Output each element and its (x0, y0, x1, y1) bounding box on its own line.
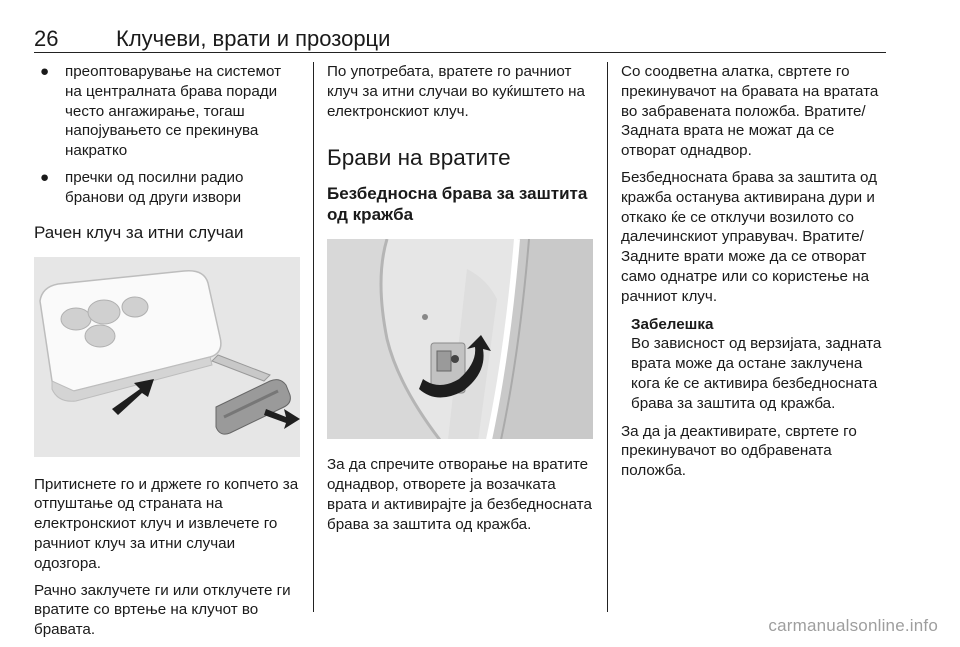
subsection-heading-child-lock: Безбедносна брава за заштита од кражба (327, 184, 588, 225)
note-title: Забелешка (631, 315, 714, 333)
section-heading-door-locks: Брави на вратите (327, 145, 511, 171)
bullet-list (34, 62, 300, 208)
page-header (34, 26, 886, 53)
bullet-icon: ● (40, 63, 50, 80)
column-3 (621, 62, 889, 488)
paragraph: Притиснете го и држете го копчето за отпуштање од страната на електронскиот клуч и извлечете го рачниот клуч за итни случаи одозгора. (34, 475, 299, 572)
column-divider (313, 62, 314, 612)
watermark: carmanualsonline.info (768, 616, 938, 635)
note-box (631, 315, 889, 414)
paragraph: За да спречите отворање на вратите однадвор, отворете ја возачката врата и активирајте ја безбедносната брава за заштита од кражба. (327, 456, 592, 533)
figure-door-lock (327, 239, 593, 439)
column-1 (34, 62, 300, 647)
paragraph: Рачно заклучете ги или отклучете ги вратите со вртење на клучот во бравата. (34, 581, 291, 639)
figure-electronic-key (34, 257, 300, 457)
key-illustration-icon (34, 257, 300, 457)
bullet-text: пречки од посилни радио бранови од други извори (65, 168, 244, 206)
column-divider (607, 62, 608, 612)
note-text: Во зависност од верзијата, задната врата може да остане заклучена кога ќе се активира безбедносната брава за заштита од кражба. (631, 335, 882, 412)
bullet-icon: ● (40, 168, 50, 186)
paragraph: За да ја деактивирате, свртете го прекинувачот во одбравената положба. (621, 422, 857, 480)
subheading-emergency-key: Рачен клуч за итни случаи (34, 222, 244, 242)
list-item (34, 62, 300, 161)
page-title: Клучеви, врати и прозорци (116, 26, 391, 51)
page-number: 26 (34, 26, 59, 51)
paragraph: По употребата, вратете го рачниот клуч за итни случаи во куќиштето на електронскиот клуч. (327, 63, 585, 120)
column-2 (327, 62, 595, 542)
bullet-text: преоптоварување на системот на централната брава поради често ангажирање, тогаш напојувањето се прекинува накратко (65, 63, 282, 160)
door-lock-illustration-icon (327, 239, 593, 439)
list-item (34, 168, 300, 208)
paragraph: Со соодветна алатка, свртете го прекинувачот на бравата на вратата во забравената положба. Вратите/Задната врата не можат да се отворат однадвор. (621, 63, 879, 160)
paragraph: Безбедносната брава за заштита од кражба останува активирана дури и откако ќе се отклучи возилото со далечинскиот управувач. Вратите/Задните врати може да се отворат само однатре или со користење на рачниот клуч. (621, 168, 877, 305)
